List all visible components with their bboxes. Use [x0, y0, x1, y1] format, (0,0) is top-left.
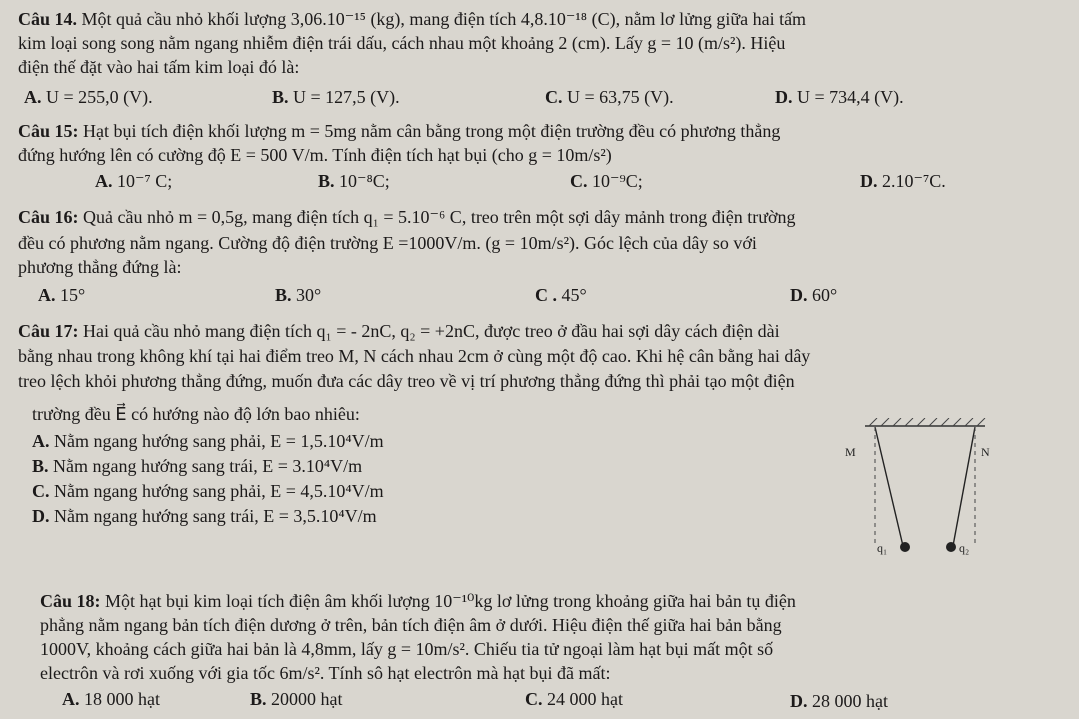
- q18-option-a: A. 18 000 hạt: [62, 689, 160, 709]
- q17-option-a: A. Nằm ngang hướng sang phải, E = 1,5.10⁴V/m: [32, 431, 384, 451]
- q18-option-c: C. 24 000 hạt: [525, 689, 623, 709]
- q15-option-b: B. 10⁻⁸C;: [318, 171, 390, 191]
- q18-option-d: D. 28 000 hạt: [790, 691, 888, 711]
- q17-option-d: D. Nằm ngang hướng sang trái, E = 3,5.10⁴V/m: [32, 506, 377, 526]
- q14-option-c: C. U = 63,75 (V).: [545, 87, 674, 107]
- q18-line-3: 1000V, khoảng cách giữa hai bản là 4,8mm, lấy g = 10m/s². Chiếu tia tử ngoại làm hạt bụi mất một số: [40, 639, 774, 659]
- q15-option-a: A. 10⁻⁷ C;: [95, 171, 173, 191]
- q17-line-1: Câu 17: Hai quả cầu nhỏ mang điện tích q₁ = - 2nC, q₂ = +2nC, được treo ở đầu hai sợi dây cách điện dài: [18, 321, 780, 341]
- ceiling-hatch: [869, 418, 985, 426]
- label-n: N: [981, 445, 990, 459]
- q14-line-1: Câu 14. Một quả cầu nhỏ khối lượng 3,06.10⁻¹⁵ (kg), mang điện tích 4,8.10⁻¹⁸ (C), nằm lơ lửng giữa hai tấm: [18, 9, 807, 29]
- q18-line-2: phẳng nằm ngang bản tích điện dương ở trên, bản tích điện âm ở dưới. Hiệu điện thế giữa hai bản bằng: [40, 615, 782, 635]
- q16-option-b: B. 30°: [275, 285, 322, 305]
- q14-option-a: A. U = 255,0 (V).: [24, 87, 153, 107]
- q16-line-2: đều có phương nằm ngang. Cường độ điện trường E =1000V/m. (g = 10m/s²). Góc lệch của dây so với: [18, 233, 757, 253]
- label-q2: q₂: [959, 541, 970, 555]
- q14-line-2: kim loại song song nằm ngang nhiễm điện trái dấu, cách nhau một khoảng 2 (cm). Lấy g = 10 (m/s²). Hiệu: [18, 33, 786, 53]
- label-m: M: [845, 445, 856, 459]
- q16-line-1: Câu 16: Quả cầu nhỏ m = 0,5g, mang điện tích q₁ = 5.10⁻⁶ C, treo trên một sợi dây mảnh trong điện trường: [18, 207, 796, 227]
- q16-option-d: D. 60°: [790, 285, 838, 305]
- q17-line-3: treo lệch khỏi phương thẳng đứng, muốn đưa các dây treo về vị trí phương thẳng đứng thì phải tạo một điện: [18, 371, 795, 391]
- sphere-q2: [946, 542, 956, 552]
- q17-line-4: trường đều E⃗ có hướng nào độ lớn bao nhiêu:: [32, 404, 360, 424]
- q17-option-b: B. Nằm ngang hướng sang trái, E = 3.10⁴V/m: [32, 456, 363, 476]
- q17-option-c: C. Nằm ngang hướng sang phải, E = 4,5.10⁴V/m: [32, 481, 384, 501]
- string-left: [875, 427, 903, 546]
- q16-line-3: phương thẳng đứng là:: [18, 257, 182, 277]
- q17-line-2: bằng nhau trong không khí tại hai điểm treo M, N cách nhau 2cm ở cùng một độ cao. Khi hệ cân bằng hai dây: [18, 346, 811, 366]
- q15-line-1: Câu 15: Hạt bụi tích điện khối lượng m = 5mg nằm cân bằng trong một điện trường đều có phương thẳng: [18, 121, 781, 141]
- q14-option-b: B. U = 127,5 (V).: [272, 87, 400, 107]
- q14-line-3: điện thế đặt vào hai tấm kim loại đó là:: [18, 57, 300, 77]
- q14-option-d: D. U = 734,4 (V).: [775, 87, 904, 107]
- sphere-q1: [900, 542, 910, 552]
- q18-line-1: Câu 18: Một hạt bụi kim loại tích điện âm khối lượng 10⁻¹⁰kg lơ lửng trong khoảng giữa hai bản tụ điện: [40, 591, 796, 611]
- q15-line-2: đứng hướng lên có cường độ E = 500 V/m. Tính điện tích hạt bụi (cho g = 10m/s²): [18, 145, 612, 165]
- q16-option-a: A. 15°: [38, 285, 86, 305]
- q16-option-c: C . 45°: [535, 285, 587, 305]
- q18-line-4: electrôn và rơi xuống với gia tốc 6m/s². Tính sô hạt electrôn mà hạt bụi đã mất:: [40, 663, 611, 683]
- q15-option-c: C. 10⁻⁹C;: [570, 171, 643, 191]
- label-q1: q₁: [877, 541, 888, 555]
- q18-option-b: B. 20000 hạt: [250, 689, 343, 709]
- string-right: [953, 427, 975, 546]
- pendulum-figure: [835, 418, 1010, 568]
- q15-option-d: D. 2.10⁻⁷C.: [860, 171, 946, 191]
